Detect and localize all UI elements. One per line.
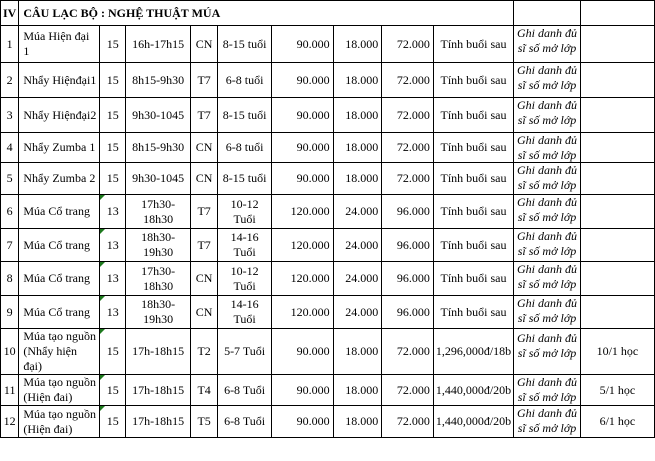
cell-class-name[interactable]: Nhẩy Hiệnđại2 (19, 98, 100, 133)
cell-net[interactable]: 72.000 (382, 163, 434, 195)
note-text: Ghi danh đủ sĩ số mở lớp (517, 375, 577, 404)
cell-class-size[interactable]: 13 (100, 296, 126, 329)
cell-payment[interactable]: 1,296,000đ/18b (433, 329, 513, 375)
cell-no[interactable]: 10 (1, 329, 19, 375)
cell-age[interactable]: 8-15 tuổi (218, 26, 272, 63)
cell-age[interactable]: 5-7 Tuổi (218, 329, 272, 375)
cell-fee[interactable]: 90.000 (272, 98, 333, 133)
cell-day[interactable]: T7 (191, 63, 218, 98)
cell-day[interactable]: T5 (191, 406, 218, 438)
cell-net[interactable]: 72.000 (382, 26, 434, 63)
cell-day[interactable]: CN (191, 163, 218, 195)
table-row (1, 163, 655, 195)
cell-deposit[interactable]: 18.000 (333, 163, 382, 195)
cell-deposit[interactable]: 18.000 (333, 63, 382, 98)
cell-time[interactable]: 8h15-9h30 (126, 63, 191, 98)
section-title[interactable]: CÂU LẠC BỘ : NGHỆ THUẬT MÚA (19, 1, 514, 26)
cell-extra[interactable] (580, 296, 654, 329)
cell-day[interactable]: T4 (191, 375, 218, 406)
note-text: Ghi danh đủ sĩ số mở lớp (517, 98, 577, 127)
cell-time[interactable]: 17h-18h15 (126, 329, 191, 375)
cell-payment[interactable]: Tính buổi sau (433, 229, 513, 262)
cell-class-size[interactable]: 15 (100, 163, 126, 195)
cell-day[interactable]: T2 (191, 329, 218, 375)
note-text: Ghi danh đủ sĩ số mở lớp (517, 296, 577, 325)
cell-note[interactable] (514, 63, 581, 98)
cell-note[interactable] (514, 329, 581, 375)
note-text: Ghi danh đủ sĩ số mở lớp (517, 163, 577, 192)
cell-class-size[interactable]: 15 (100, 133, 126, 163)
note-text: Ghi danh đủ sĩ số mở lớp (517, 406, 577, 435)
cell-note[interactable] (514, 229, 581, 262)
cell-day[interactable]: CN (191, 133, 218, 163)
cell-fee[interactable]: 120.000 (272, 262, 333, 296)
cell-extra[interactable]: 5/1 học (580, 375, 654, 406)
cell-extra[interactable] (580, 98, 654, 133)
cell-class-name[interactable]: Múa Cổ trang (19, 296, 100, 329)
cell-day[interactable]: CN (191, 26, 218, 63)
cell-payment[interactable]: Tính buổi sau (433, 195, 513, 229)
cell-day[interactable]: T7 (191, 98, 218, 133)
cell-net[interactable]: 72.000 (382, 329, 434, 375)
cell-time[interactable]: 9h30-1045 (126, 98, 191, 133)
note-text: Ghi danh đủ sĩ số mở lớp (517, 262, 577, 291)
cell-age[interactable]: 8-15 tuổi (218, 163, 272, 195)
cell-deposit[interactable]: 18.000 (333, 406, 382, 438)
cell-no[interactable]: 2 (1, 63, 19, 98)
cell-age[interactable]: 6-8 Tuổi (218, 375, 272, 406)
cell-class-size[interactable]: 15 (100, 329, 126, 375)
cell-payment[interactable]: 1,440,000đ/20b (433, 375, 513, 406)
cell-fee[interactable]: 120.000 (272, 296, 333, 329)
section-header-row (1, 1, 655, 26)
cell-class-name[interactable]: Múa Hiện đại 1 (19, 26, 100, 63)
cell-note[interactable] (514, 163, 581, 195)
cell-class-size[interactable]: 13 (100, 195, 126, 229)
cell-deposit[interactable]: 18.000 (333, 26, 382, 63)
table-row (1, 195, 655, 229)
cell-time[interactable]: 18h30-19h30 (126, 229, 191, 262)
cell-net[interactable]: 72.000 (382, 63, 434, 98)
cell-class-name[interactable]: Nhẩy Zumba 1 (19, 133, 100, 163)
cell-class-name[interactable]: Múa tạo nguồn (Hiện đai) (19, 375, 100, 406)
cell-time[interactable]: 17h-18h15 (126, 375, 191, 406)
cell-extra[interactable] (580, 229, 654, 262)
note-text: Ghi danh đủ sĩ số mở lớp (517, 26, 577, 55)
cell-deposit[interactable]: 18.000 (333, 375, 382, 406)
cell-age[interactable]: 14-16 Tuổi (218, 296, 272, 329)
cell-age[interactable]: 14-16 Tuổi (218, 229, 272, 262)
cell-net[interactable]: 96.000 (382, 195, 434, 229)
cell-no[interactable]: 5 (1, 163, 19, 195)
cell-extra[interactable] (580, 195, 654, 229)
cell-deposit[interactable]: 24.000 (333, 262, 382, 296)
cell-note[interactable] (514, 262, 581, 296)
cell-class-size[interactable]: 15 (100, 406, 126, 438)
cell-note[interactable] (514, 133, 581, 163)
cell-time[interactable]: 8h15-9h30 (126, 133, 191, 163)
cell-fee[interactable]: 90.000 (272, 406, 333, 438)
cell-net[interactable]: 72.000 (382, 133, 434, 163)
table-row (1, 26, 655, 63)
cell-net[interactable]: 72.000 (382, 375, 434, 406)
section-header-blank-note[interactable] (514, 1, 581, 26)
cell-time[interactable]: 9h30-1045 (126, 163, 191, 195)
cell-day[interactable]: CN (191, 262, 218, 296)
cell-no[interactable]: 7 (1, 229, 19, 262)
cell-no[interactable]: 8 (1, 262, 19, 296)
table-row (1, 229, 655, 262)
cell-extra[interactable] (580, 26, 654, 63)
section-header-blank-extra[interactable] (580, 1, 654, 26)
cell-time[interactable]: 17h30-18h30 (126, 262, 191, 296)
cell-fee[interactable]: 120.000 (272, 195, 333, 229)
cell-net[interactable]: 96.000 (382, 262, 434, 296)
cell-class-name[interactable]: Múa Cổ trang (19, 195, 100, 229)
cell-deposit[interactable]: 18.000 (333, 329, 382, 375)
cell-fee[interactable]: 90.000 (272, 163, 333, 195)
cell-class-size[interactable]: 15 (100, 63, 126, 98)
cell-deposit[interactable]: 24.000 (333, 296, 382, 329)
cell-no[interactable]: 4 (1, 133, 19, 163)
cell-class-name[interactable]: Múa Cổ trang (19, 262, 100, 296)
cell-note[interactable] (514, 195, 581, 229)
cell-no[interactable]: 6 (1, 195, 19, 229)
cell-net[interactable]: 96.000 (382, 296, 434, 329)
note-text: Ghi danh đủ sĩ số mở lớp (517, 63, 577, 92)
cell-payment[interactable]: Tính buổi sau (433, 133, 513, 163)
cell-payment[interactable]: Tính buổi sau (433, 296, 513, 329)
cell-payment[interactable]: Tính buổi sau (433, 262, 513, 296)
cell-no[interactable]: 3 (1, 98, 19, 133)
section-number[interactable]: IV (1, 1, 19, 26)
cell-deposit[interactable]: 24.000 (333, 195, 382, 229)
cell-day[interactable]: T7 (191, 229, 218, 262)
cell-net[interactable]: 72.000 (382, 98, 434, 133)
cell-payment[interactable]: Tính buổi sau (433, 163, 513, 195)
cell-class-name[interactable]: Múa tạo nguồn (Nhẩy hiện đại) (19, 329, 100, 375)
cell-age[interactable]: 10-12 Tuổi (218, 262, 272, 296)
cell-class-name[interactable]: Múa tạo nguồn (Hiện đai) (19, 406, 100, 438)
cell-extra[interactable] (580, 63, 654, 98)
cell-time[interactable]: 18h30-19h30 (126, 296, 191, 329)
cell-deposit[interactable]: 18.000 (333, 133, 382, 163)
cell-note[interactable] (514, 26, 581, 63)
table-row (1, 133, 655, 163)
cell-class-size[interactable]: 15 (100, 98, 126, 133)
note-text: Ghi danh đủ sĩ số mở lớp (517, 229, 577, 258)
cell-fee[interactable]: 90.000 (272, 133, 333, 163)
cell-time[interactable]: 17h30-18h30 (126, 195, 191, 229)
cell-class-name[interactable]: Nhẩy Zumba 2 (19, 163, 100, 195)
cell-payment[interactable]: Tính buổi sau (433, 98, 513, 133)
cell-extra[interactable] (580, 133, 654, 163)
cell-no[interactable]: 11 (1, 375, 19, 406)
cell-deposit[interactable]: 18.000 (333, 98, 382, 133)
cell-time[interactable]: 17h-18h15 (126, 406, 191, 438)
cell-net[interactable]: 96.000 (382, 229, 434, 262)
table-row (1, 375, 655, 406)
table-row (1, 296, 655, 329)
cell-fee[interactable]: 90.000 (272, 329, 333, 375)
cell-fee[interactable]: 90.000 (272, 375, 333, 406)
cell-no[interactable]: 1 (1, 26, 19, 63)
cell-day[interactable]: T7 (191, 195, 218, 229)
cell-no[interactable]: 12 (1, 406, 19, 438)
cell-net[interactable]: 72.000 (382, 406, 434, 438)
cell-age[interactable]: 6-8 tuổi (218, 133, 272, 163)
table-row (1, 63, 655, 98)
table-row (1, 406, 655, 438)
cell-age[interactable]: 10-12 Tuổi (218, 195, 272, 229)
table-row (1, 98, 655, 133)
cell-class-size[interactable]: 15 (100, 375, 126, 406)
note-text: Ghi danh đủ sĩ số mở lớp (517, 133, 577, 162)
note-text: Ghi danh đủ sĩ số mở lớp (517, 330, 577, 360)
cell-extra[interactable]: 10/1 học (580, 329, 654, 375)
note-text: Ghi danh đủ sĩ số mở lớp (517, 195, 577, 224)
cell-age[interactable]: 8-15 tuổi (218, 98, 272, 133)
cell-time[interactable]: 16h-17h15 (126, 26, 191, 63)
cell-extra[interactable] (580, 163, 654, 195)
cell-note[interactable] (514, 375, 581, 406)
cell-deposit[interactable]: 24.000 (333, 229, 382, 262)
table-row (1, 262, 655, 296)
cell-payment[interactable]: 1,440,000đ/20b (433, 406, 513, 438)
cell-note[interactable] (514, 406, 581, 438)
cell-class-name[interactable]: Múa Cổ trang (19, 229, 100, 262)
cell-fee[interactable]: 90.000 (272, 26, 333, 63)
cell-no[interactable]: 9 (1, 296, 19, 329)
cell-note[interactable] (514, 98, 581, 133)
table-row (1, 329, 655, 375)
cell-note[interactable] (514, 296, 581, 329)
cell-class-size[interactable]: 13 (100, 229, 126, 262)
cell-extra[interactable] (580, 262, 654, 296)
cell-class-name[interactable]: Nhẩy Hiệnđại1 (19, 63, 100, 98)
cell-day[interactable]: CN (191, 296, 218, 329)
cell-age[interactable]: 6-8 Tuổi (218, 406, 272, 438)
cell-fee[interactable]: 120.000 (272, 229, 333, 262)
cell-class-size[interactable]: 13 (100, 262, 126, 296)
cell-payment[interactable]: Tính buổi sau (433, 26, 513, 63)
cell-payment[interactable]: Tính buổi sau (433, 63, 513, 98)
cell-fee[interactable]: 90.000 (272, 63, 333, 98)
cell-extra[interactable]: 6/1 học (580, 406, 654, 438)
cell-age[interactable]: 6-8 tuổi (218, 63, 272, 98)
cell-class-size[interactable]: 15 (100, 26, 126, 63)
